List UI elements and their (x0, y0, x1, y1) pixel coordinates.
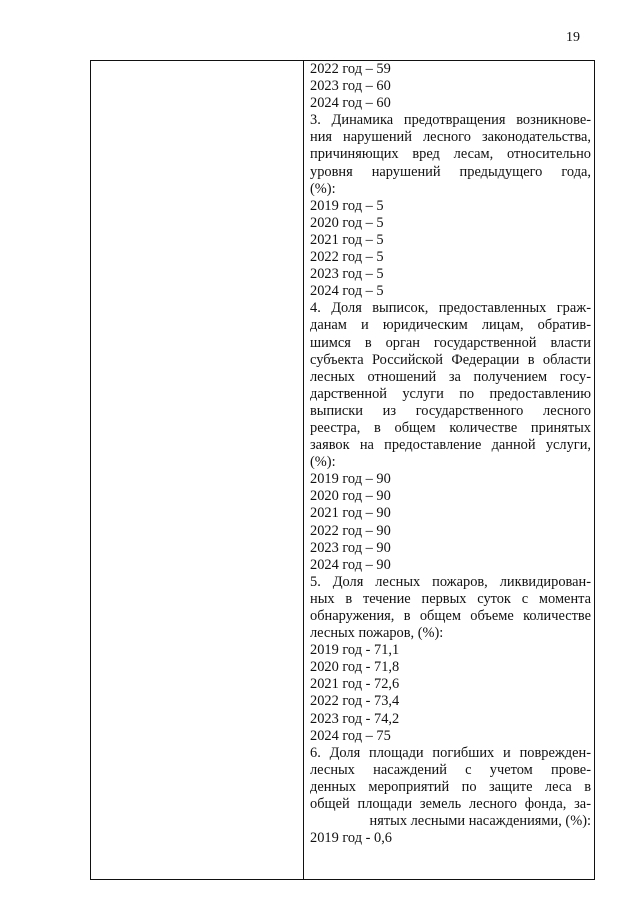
text-line: 2023 год - 74,2 (310, 710, 400, 727)
text-line: 2024 год – 75 (310, 727, 391, 744)
text-line: выписки из государственного лесного (310, 402, 591, 419)
text-line: денных мероприятий по защите леса в (310, 778, 591, 795)
text-line: лесных пожаров, (%): (310, 625, 444, 642)
text-line: 2024 год – 90 (310, 556, 391, 573)
text-line: лесных насаждений с учетом прове- (310, 761, 591, 778)
text-line: 6. Доля площади погибших и поврежден- (310, 744, 591, 761)
text-line: 2022 год - 73,4 (310, 693, 400, 710)
text-line: общей площади земель лесного фонда, за- (310, 796, 591, 813)
text-line: (%): (310, 454, 336, 471)
text-line: уровня нарушений предыдущего года, (310, 163, 591, 180)
text-line: 2019 год – 5 (310, 197, 384, 214)
text-line: 2020 год – 90 (310, 488, 391, 505)
text-line: 2019 год – 90 (310, 471, 391, 488)
text-line: ных в течение первых суток с момента (310, 590, 591, 607)
text-line: 2024 год – 60 (310, 95, 391, 112)
document-table (90, 60, 595, 880)
text-line: 5. Доля лесных пожаров, ликвидирован- (310, 573, 591, 590)
text-line: причиняющих вред лесам, относительно (310, 146, 591, 163)
page-number: 19 (566, 30, 580, 45)
text-line: обнаружения, в общем объеме количестве (310, 608, 591, 624)
text-line: 2023 год – 90 (310, 539, 391, 556)
text-line: 2023 год – 5 (310, 266, 384, 283)
text-line: 2022 год – 90 (310, 522, 391, 539)
text-line: 4. Доля выписок, предоставленных граж- (310, 300, 591, 317)
text-line: 2020 год – 5 (310, 214, 384, 231)
text-line: 3. Динамика предотвращения возникнове- (310, 112, 591, 129)
text-line: субъекта Российской Федерации в области (310, 351, 591, 368)
text-line: 2023 год – 60 (310, 78, 391, 95)
text-line: заявок на предоставление данной услуги, (310, 437, 591, 454)
text-line: 2019 год - 71,1 (310, 642, 400, 659)
text-line: 2019 год - 0,6 (310, 830, 393, 847)
text-line: 2020 год - 71,8 (310, 659, 400, 676)
table-left-column (91, 61, 304, 879)
text-line: шимся в орган государственной власти (310, 334, 591, 351)
text-line: 2021 год – 90 (310, 505, 391, 522)
text-line: 2022 год – 59 (310, 61, 391, 77)
text-line: данам и юридическим лицам, обратив- (310, 317, 591, 334)
text-line: реестра, в общем количестве принятых (310, 419, 591, 436)
text-line: (%): (310, 180, 336, 197)
text-line: 2024 год – 5 (310, 283, 384, 300)
text-line: лесных отношений за получением госу- (310, 368, 591, 385)
table-right-column (304, 61, 594, 879)
text-line: 2021 год - 72,6 (310, 676, 400, 693)
text-line: 2022 год – 5 (310, 249, 384, 266)
text-line: дарственной услуги по предоставлению (310, 385, 591, 402)
text-line: нятых лесными насаждениями, (%): (369, 813, 591, 830)
text-line: ния нарушений лесного законодательства, (310, 129, 591, 146)
text-line: 2021 год – 5 (310, 231, 384, 248)
